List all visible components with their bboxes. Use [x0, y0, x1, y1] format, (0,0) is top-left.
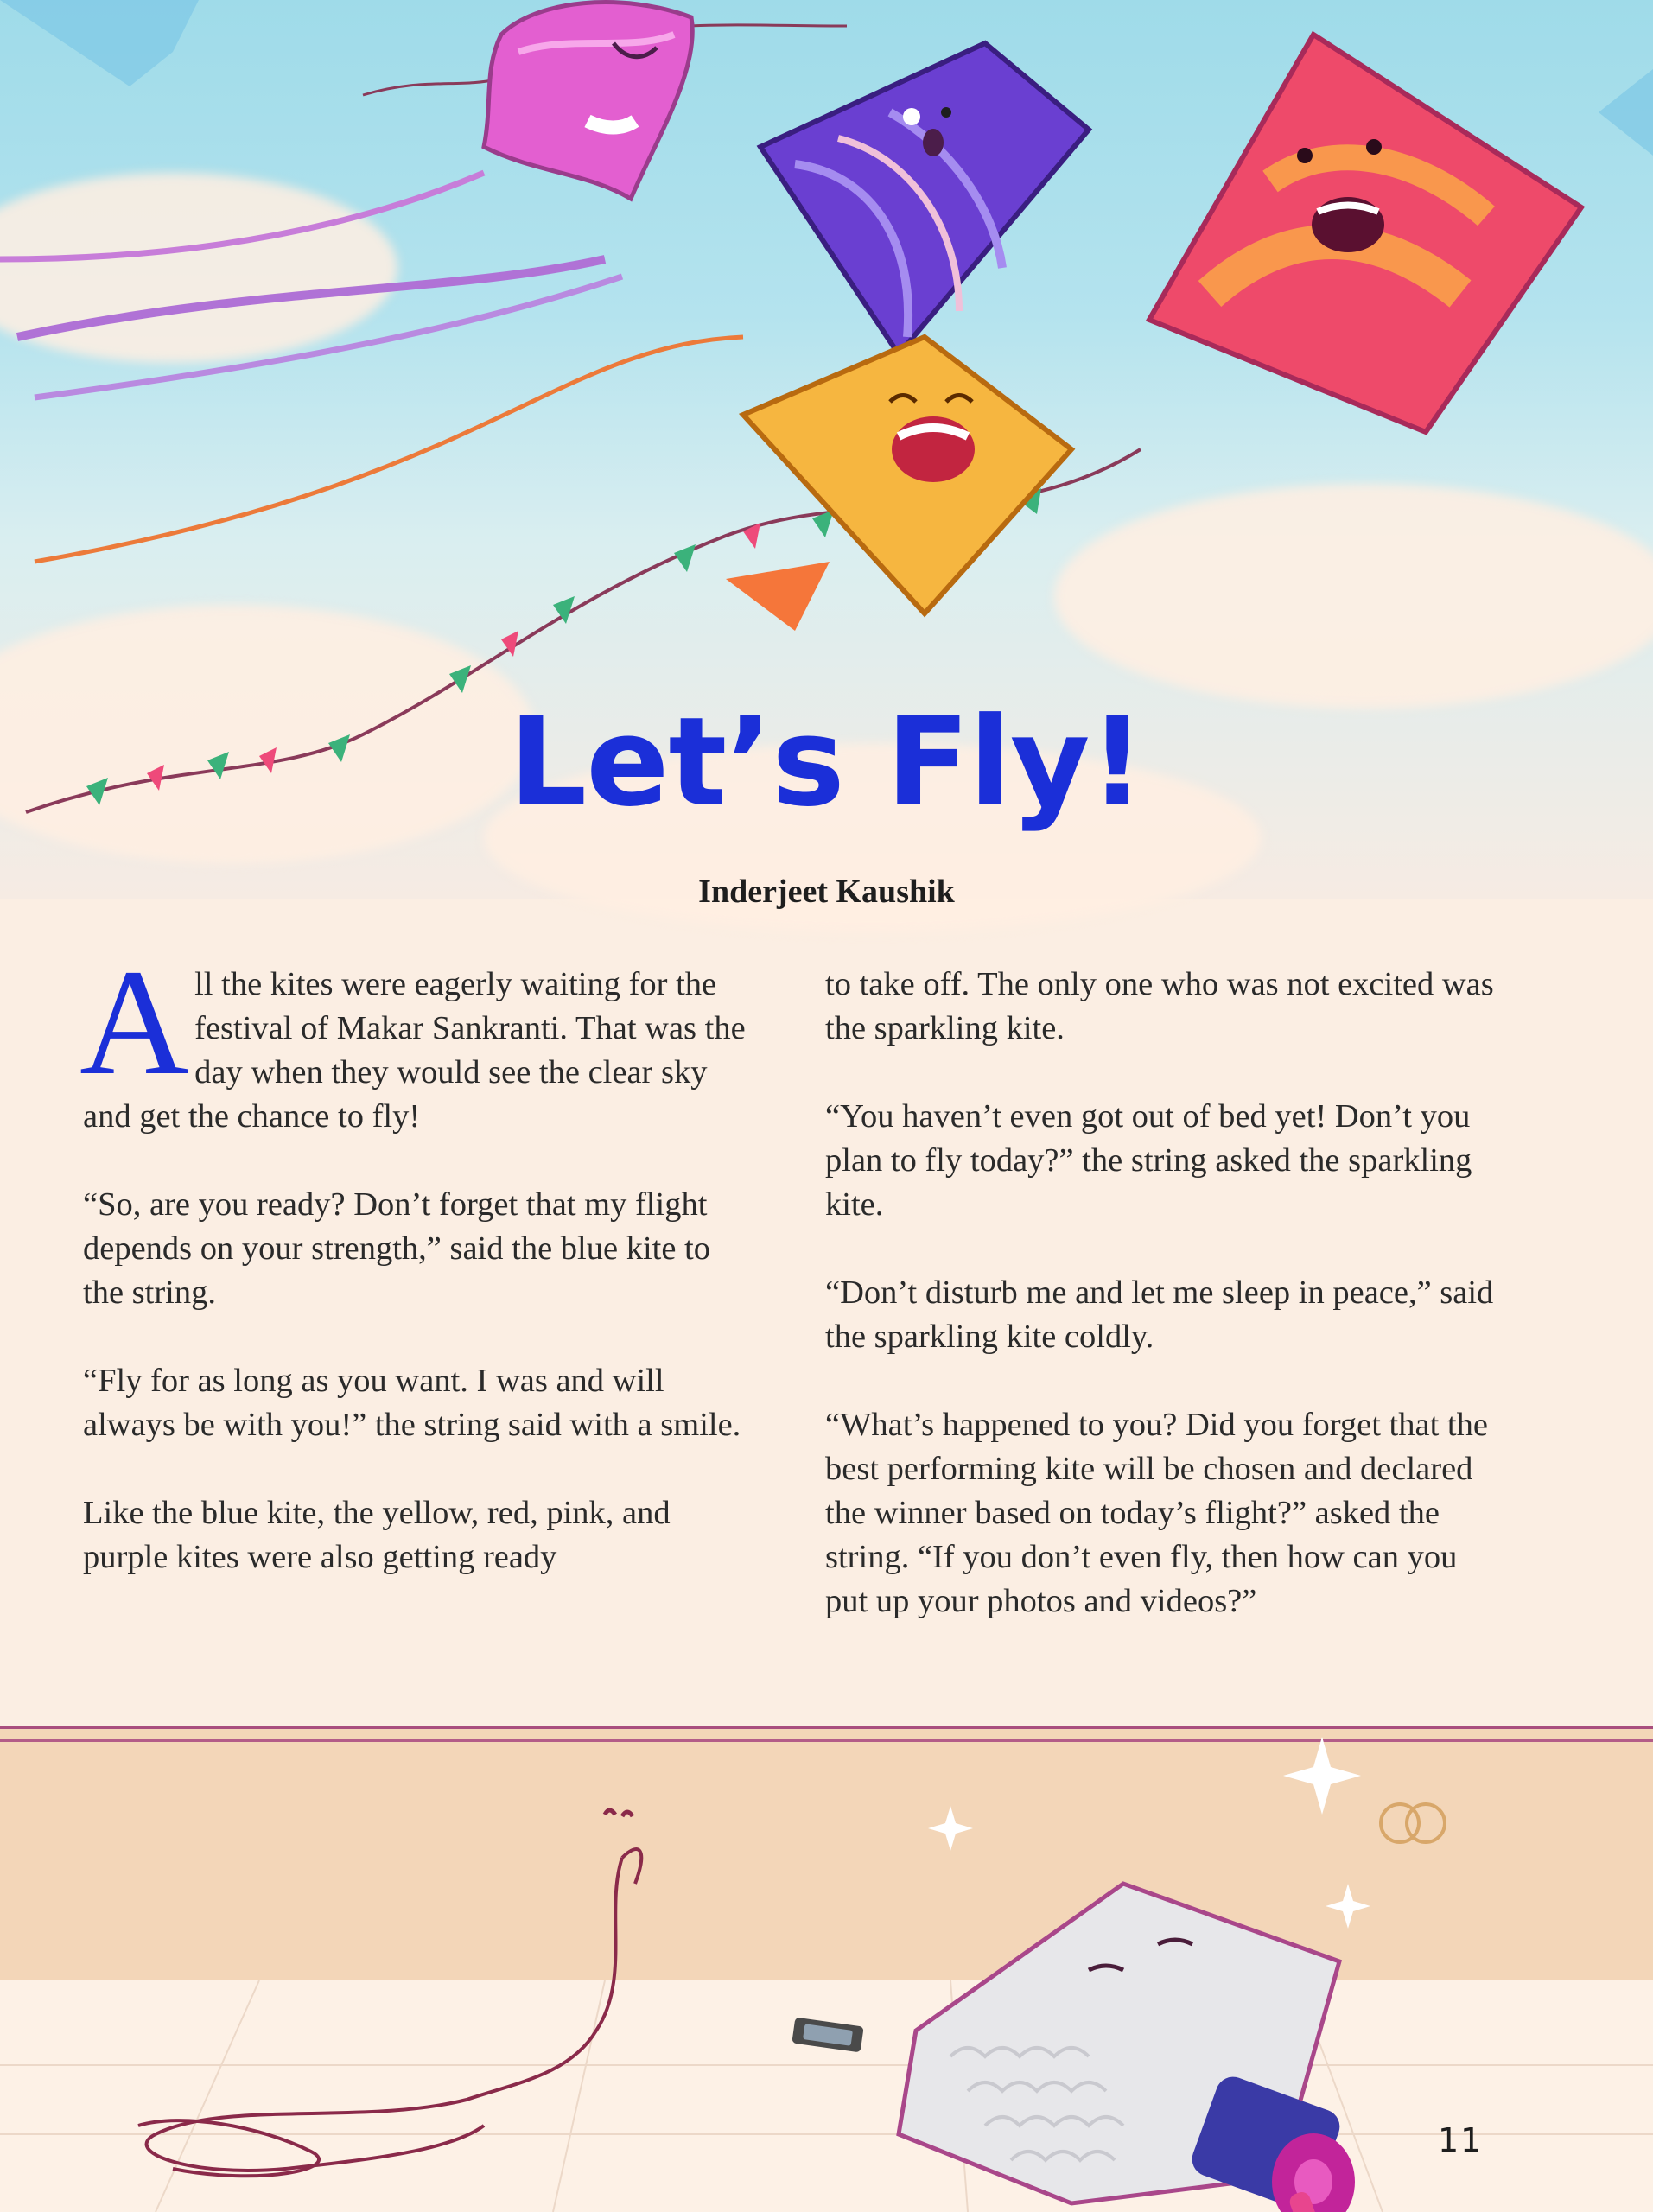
paragraph: “Don’t disturb me and let me sleep in peace,” said the sparkling kite coldly. — [825, 1274, 1494, 1355]
paragraph: “You haven’t even got out of bed yet! Don’t you plan to fly today?” the string asked the sparkling kite. — [825, 1098, 1472, 1223]
kite-tail — [35, 337, 743, 562]
red-kite — [1149, 35, 1581, 432]
pink-kite — [484, 3, 692, 199]
story-title: Let’s Fly! — [508, 691, 1145, 834]
paragraph: Like the blue kite, the yellow, red, pink, and purple kites were also getting ready — [83, 1495, 671, 1575]
paragraph-text: ll the kites were eagerly waiting for the festival of Makar Sankranti. That was the day when they would see the clear sky and get the chance to fly! — [83, 966, 746, 1135]
drop-cap: A — [79, 938, 190, 1107]
sparkling-kite — [899, 1884, 1355, 2212]
floor-illustration — [0, 1719, 1653, 2212]
paragraph: “What’s happened to you? Did you forget that the best performing kite will be chosen and declared the winner based on today’s flight?” asked the string. “If you don’t even fly, then how can you put up your photos and videos?” — [825, 1407, 1488, 1619]
author-name: Inderjeet Kaushik — [698, 874, 955, 910]
kite-tail — [0, 173, 484, 259]
yellow-kite — [726, 337, 1071, 631]
purple-kite — [760, 43, 1089, 354]
string-character — [138, 1810, 641, 2176]
kite-tail — [17, 259, 605, 337]
zzz-icon — [1381, 1804, 1445, 1842]
paragraph: “Fly for as long as you want. I was and will always be with you!” the string said with a smile. — [83, 1363, 741, 1443]
text-column-left — [79, 938, 757, 1624]
corner-kite-left — [0, 0, 199, 86]
page-number: 11 — [1438, 2121, 1484, 2159]
text-column-right — [825, 963, 1499, 1668]
first-paragraph — [79, 938, 757, 1139]
paragraph: to take off. The only one who was not excited was the sparkling kite. — [825, 966, 1494, 1046]
corner-kite-right — [1599, 69, 1653, 156]
paragraph: “So, are you ready? Don’t forget that my flight depends on your strength,” said the blue kite to the string. — [83, 1186, 710, 1311]
